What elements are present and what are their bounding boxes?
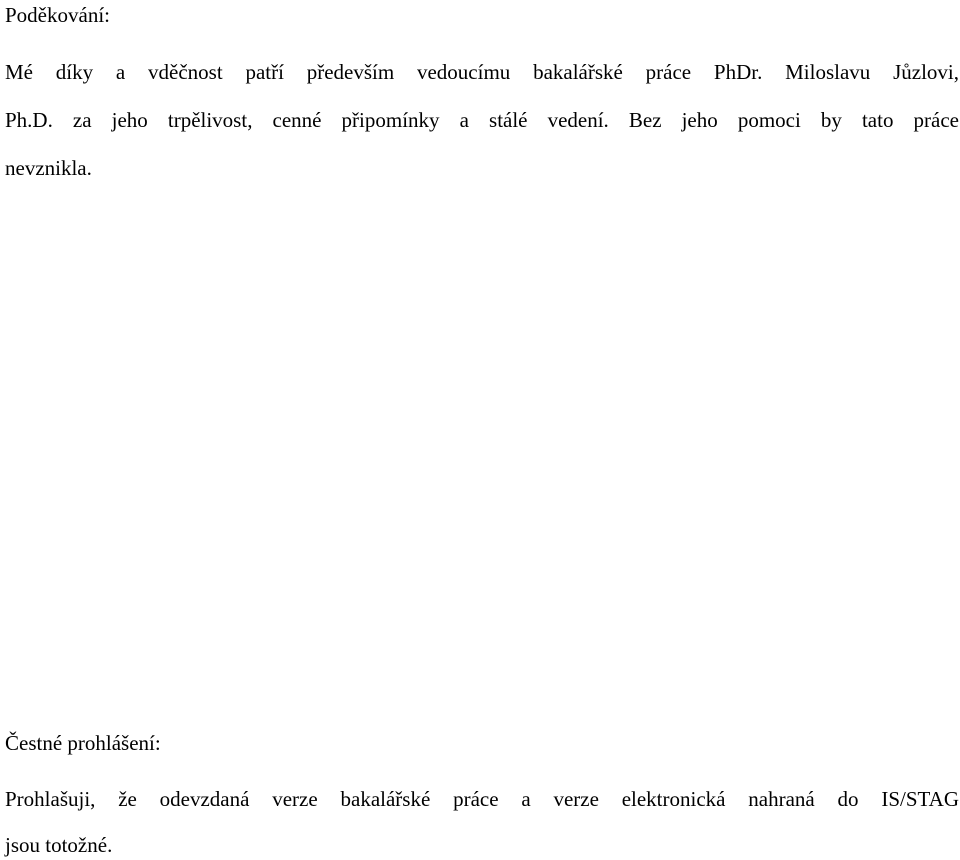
declaration-paragraph xyxy=(5,787,959,857)
declaration-line-2: jsou totožné. xyxy=(5,833,113,857)
declaration-line-1: Prohlašuji, že odevzdaná verze bakalářské práce a verze elektronická nahraná do IS/STAG xyxy=(5,787,959,811)
acknowledgement-line-1: Mé díky a vděčnost patří především vedoucímu bakalářské práce PhDr. Miloslavu Jůzlovi, xyxy=(5,60,959,84)
acknowledgement-heading: Poděkování: xyxy=(5,3,110,27)
acknowledgement-line-2: Ph.D. za jeho trpělivost, cenné připomínky a stálé vedení. Bez jeho pomoci by tato práce xyxy=(5,108,959,132)
declaration-heading: Čestné prohlášení: xyxy=(5,731,161,755)
acknowledgement-paragraph xyxy=(5,60,959,180)
acknowledgement-line-3: nevznikla. xyxy=(5,156,92,180)
